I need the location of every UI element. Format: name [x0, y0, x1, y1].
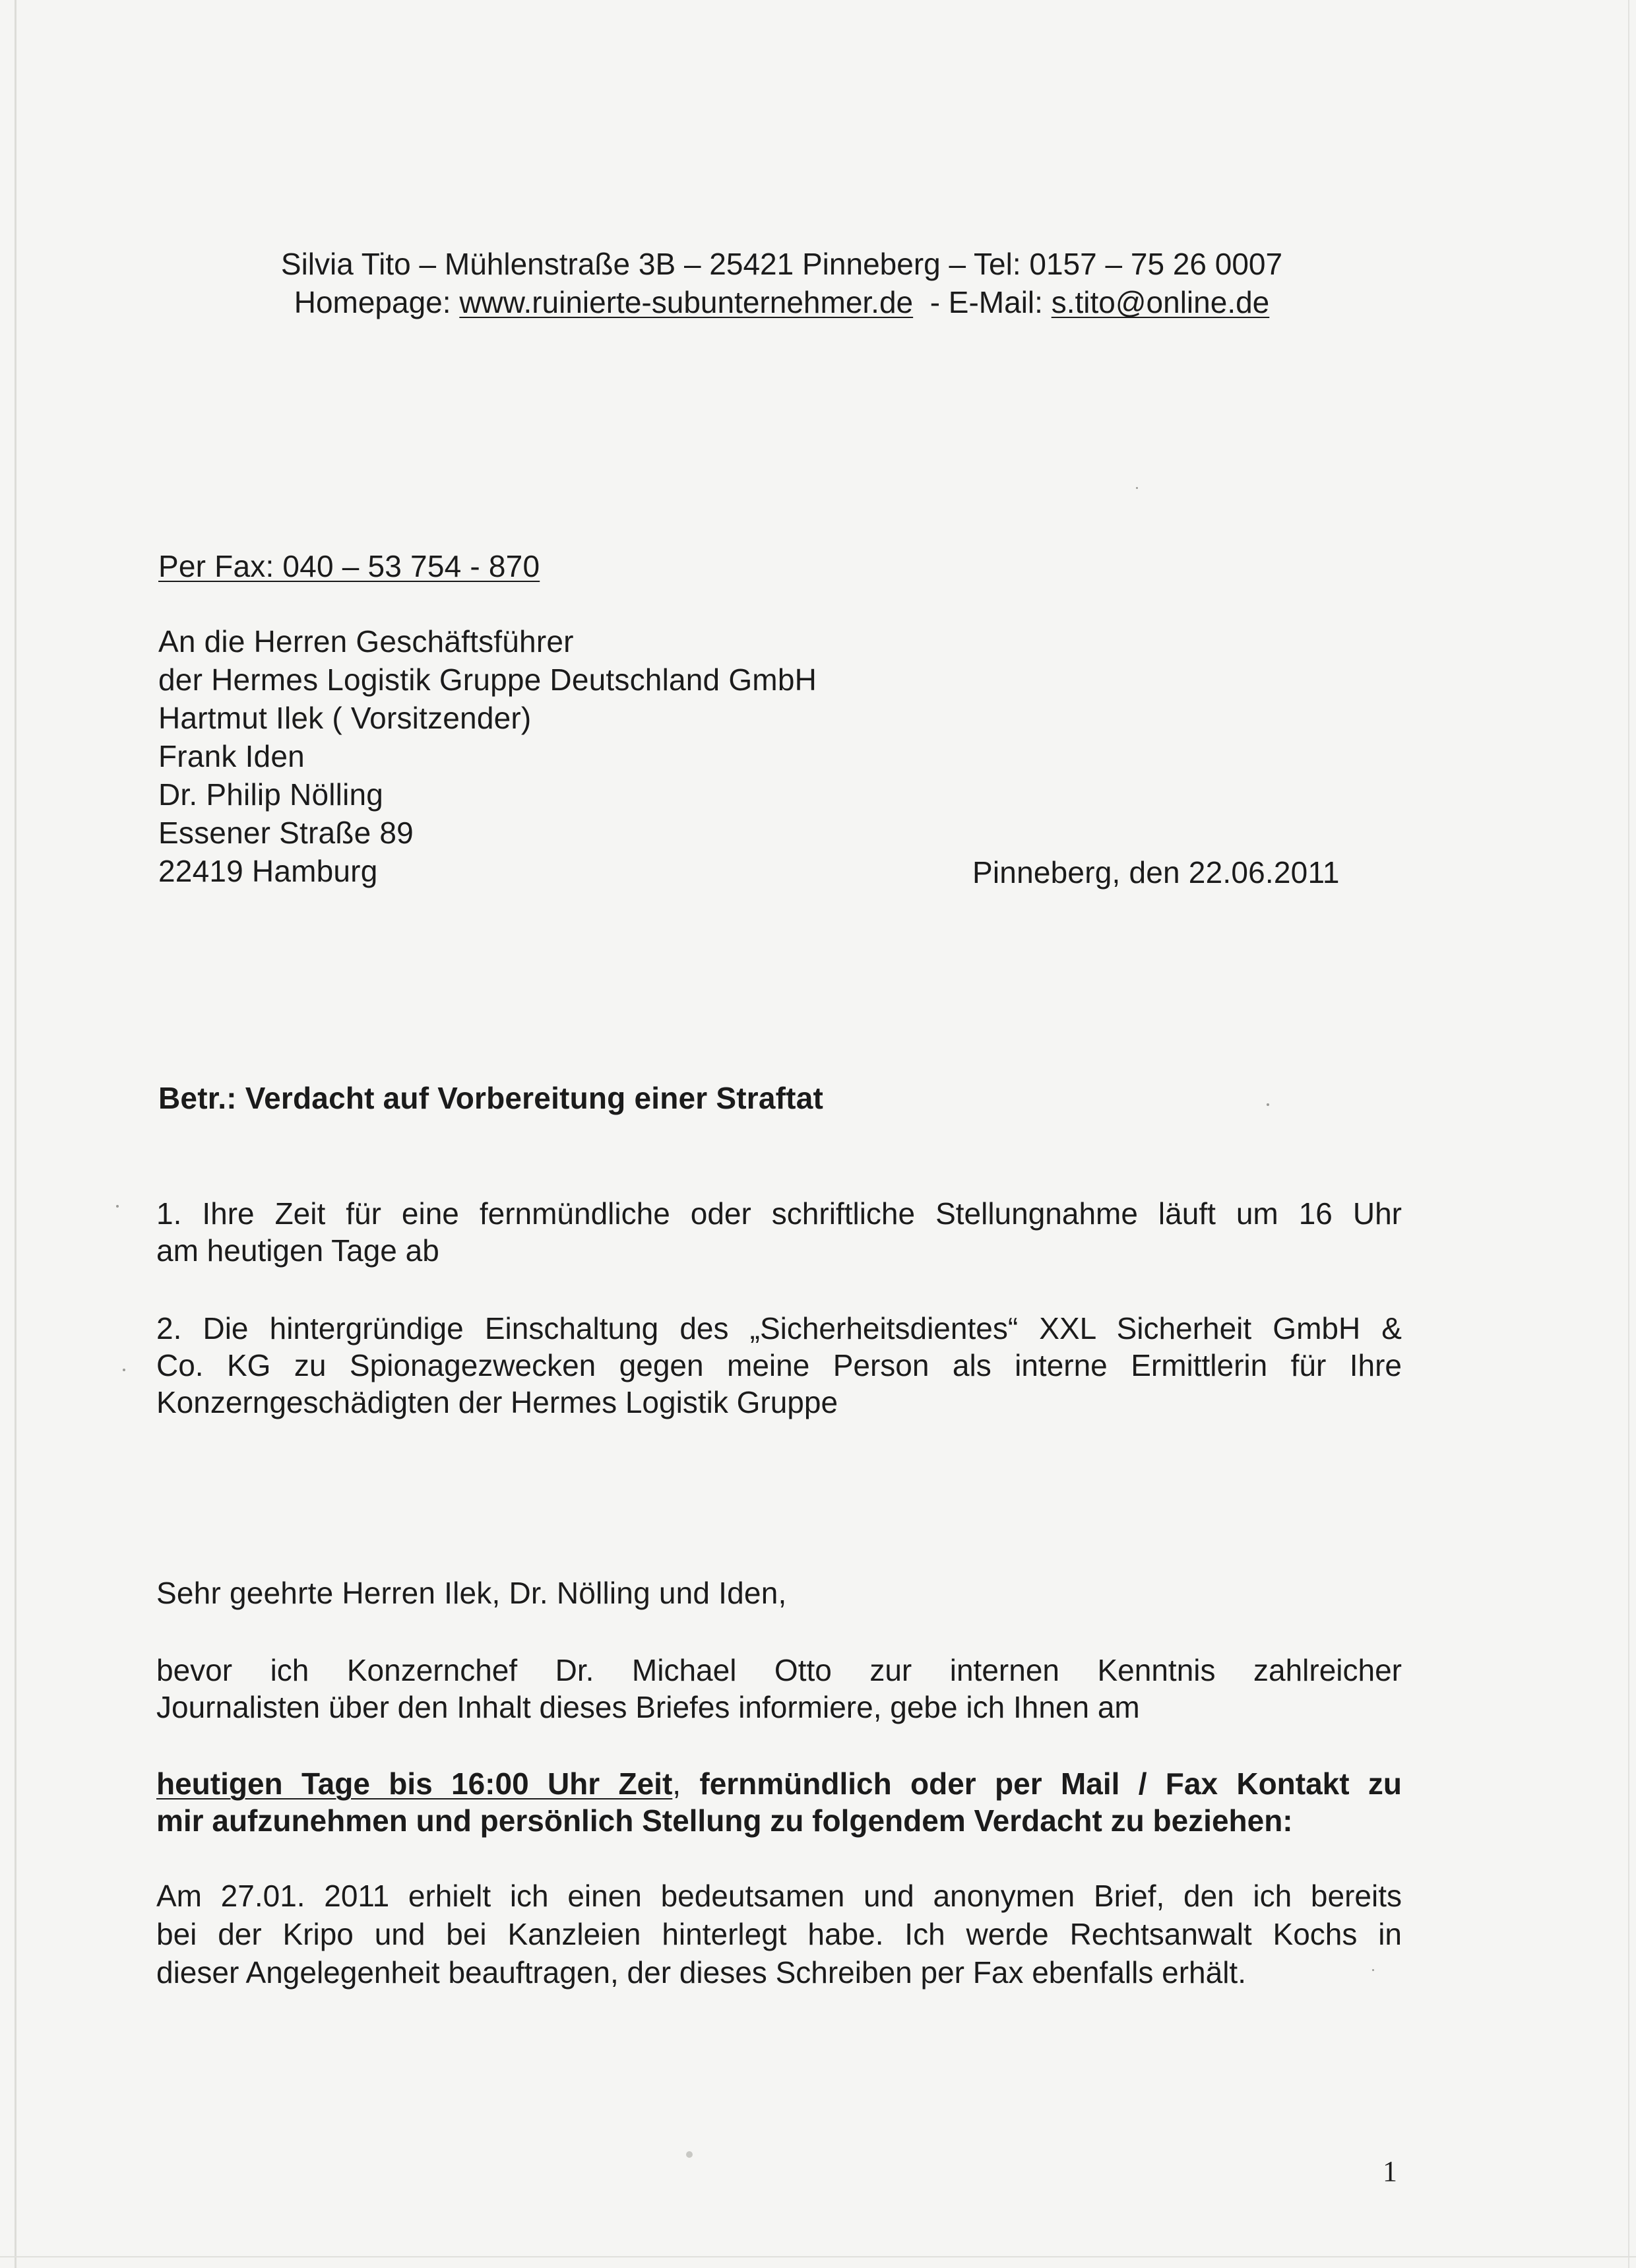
point-2-line: Co. KG zu Spionagezwecken gegen meine Person als interne Ermittlerin für Ihre [156, 1348, 1402, 1382]
scan-speck [686, 2151, 693, 2158]
fax-number: Per Fax: 040 – 53 754 - 870 [158, 549, 540, 583]
deadline-comma: , [672, 1766, 681, 1801]
body-paragraph-line: dieser Angelegenheit beauftragen, der dieses Schreiben per Fax ebenfalls erhält. [156, 1955, 1246, 1990]
point-1-line: am heutigen Tage ab [156, 1233, 439, 1268]
scan-speck [123, 1369, 125, 1371]
page-number: 1 [1383, 2155, 1397, 2187]
scan-speck [116, 1205, 119, 1208]
scan-edge-left [15, 0, 16, 2268]
email-label: - E-Mail: [913, 285, 1052, 319]
recipient-line: An die Herren Geschäftsführer [158, 624, 574, 659]
sender-line: Silvia Tito – Mühlenstraße 3B – 25421 Pinneberg – Tel: 0157 – 75 26 0007 [280, 247, 1283, 281]
homepage-label: Homepage: [294, 285, 460, 319]
homepage-link[interactable]: www.ruinierte-subunternehmer.de [459, 285, 914, 319]
recipient-line: 22419 Hamburg [158, 854, 378, 888]
body-paragraph-line: bei der Kripo und bei Kanzleien hinterlegt habe. Ich werde Rechtsanwalt Kochs in [156, 1917, 1402, 1951]
deadline-emphasis: heutigen Tage bis 16:00 Uhr Zeit [156, 1766, 673, 1801]
body-paragraph-line: bevor ich Konzernchef Dr. Michael Otto zur internen Kenntnis zahlreicher [156, 1653, 1402, 1687]
recipient-line: Frank Iden [158, 739, 305, 773]
body-paragraph-line: Journalisten über den Inhalt dieses Briefes informiere, gebe ich Ihnen am [156, 1690, 1140, 1724]
bold-deadline-line [156, 1765, 1402, 1803]
salutation: Sehr geehrte Herren Ilek, Dr. Nölling und Iden, [156, 1576, 787, 1610]
scan-speck [1372, 1969, 1374, 1971]
body-paragraph-line: Am 27.01. 2011 erhielt ich einen bedeutsamen und anonymen Brief, den ich bereits [156, 1879, 1402, 1913]
bold-deadline-line: mir aufzunehmen und persönlich Stellung zu folgendem Verdacht zu beziehen: [156, 1803, 1293, 1838]
scan-edge-right [1628, 0, 1629, 2268]
scan-edge-bottom [0, 2256, 1636, 2257]
recipient-line: der Hermes Logistik Gruppe Deutschland GmbH [158, 663, 817, 697]
place-date: Pinneberg, den 22.06.2011 [972, 855, 1340, 890]
scan-speck [1136, 487, 1138, 489]
scan-speck [1267, 1103, 1269, 1106]
point-2-line: 2. Die hintergründige Einschaltung des „Sicherheitsdientes“ XXL Sicherheit GmbH & [156, 1311, 1402, 1345]
recipient-line: Essener Straße 89 [158, 816, 414, 850]
subject-line: Betr.: Verdacht auf Vorbereitung einer Straftat [158, 1081, 823, 1115]
deadline-rest: fernmündlich oder per Mail / Fax Kontakt zu [681, 1766, 1402, 1801]
email-link[interactable]: s.tito@online.de [1051, 285, 1270, 319]
recipient-line: Dr. Philip Nölling [158, 777, 384, 812]
recipient-line: Hartmut Ilek ( Vorsitzender) [158, 701, 532, 735]
sender-contact-line [0, 284, 1563, 321]
point-2-line: Konzerngeschädigten der Hermes Logistik Gruppe [156, 1385, 838, 1419]
point-1-line: 1. Ihre Zeit für eine fernmündliche oder schriftliche Stellungnahme läuft um 16 Uhr [156, 1196, 1402, 1231]
